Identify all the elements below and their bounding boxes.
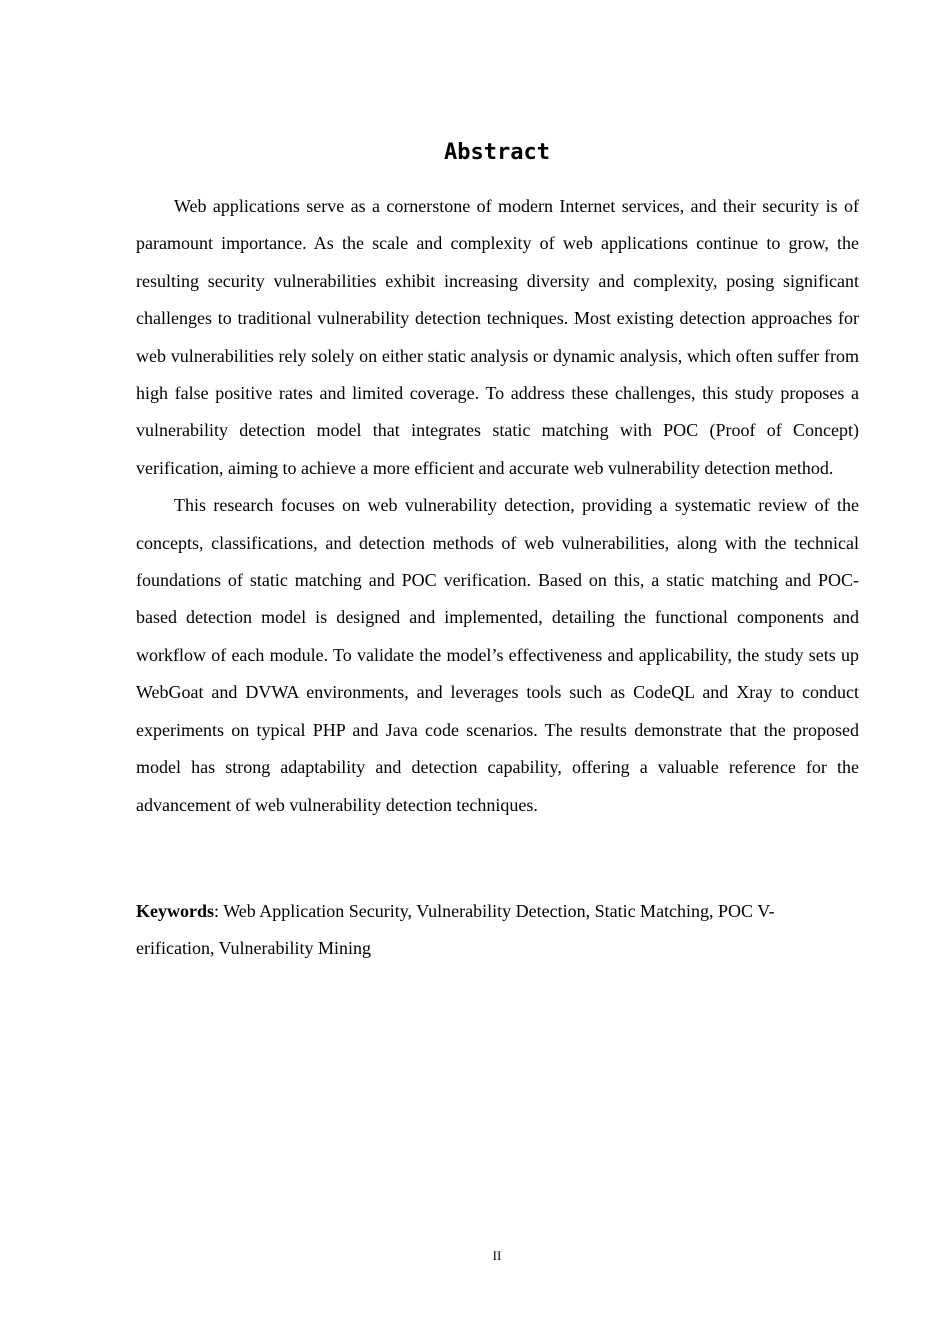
abstract-body	[136, 188, 859, 824]
abstract-paragraph-1: Web applications serve as a cornerstone of modern Internet services, and their security is of paramount importance. As the scale and complexity of web applications continue to grow, the resulting security vulnerabilities exhibit increasing diversity and complexity, posing significant challenges to traditional vulnerability detection techniques. Most existing detection approaches for web vulnerabilities rely solely on either static analysis or dynamic analysis, which often suffer from high false positive rates and limited coverage. To address these challenges, this study proposes a vulnerability detection model that integrates static matching with POC (Proof of Concept) verification, aiming to achieve a more efficient and accurate web vulnerability detection method.	[136, 196, 859, 478]
keywords-separator: :	[214, 901, 224, 921]
keywords-line-2: erification, Vulnerability Mining	[136, 938, 372, 959]
keywords-label: Keywords	[136, 901, 214, 921]
abstract-paragraph-2: This research focuses on web vulnerability detection, providing a systematic review of the concepts, classifications, and detection methods of web vulnerabilities, along with the technical foundations of static matching and POC verification. Based on this, a static matching and POC-based detection model is designed and implemented, detailing the functional components and workflow of each module. To validate the model’s effectiveness and applicability, the study sets up WebGoat and DVWA environments, and leverages tools such as CodeQL and Xray to conduct experiments on typical PHP and Java code scenarios. The results demonstrate that the proposed model has strong adaptability and detection capability, offering a valuable reference for the advancement of web vulnerability detection techniques.	[136, 495, 859, 815]
keywords-section	[136, 893, 859, 968]
page-number: II	[492, 1248, 502, 1263]
abstract-title: Abstract	[444, 140, 550, 165]
keywords-line-1: Web Application Security, Vulnerability Detection, Static Matching, POC V-	[223, 901, 775, 921]
